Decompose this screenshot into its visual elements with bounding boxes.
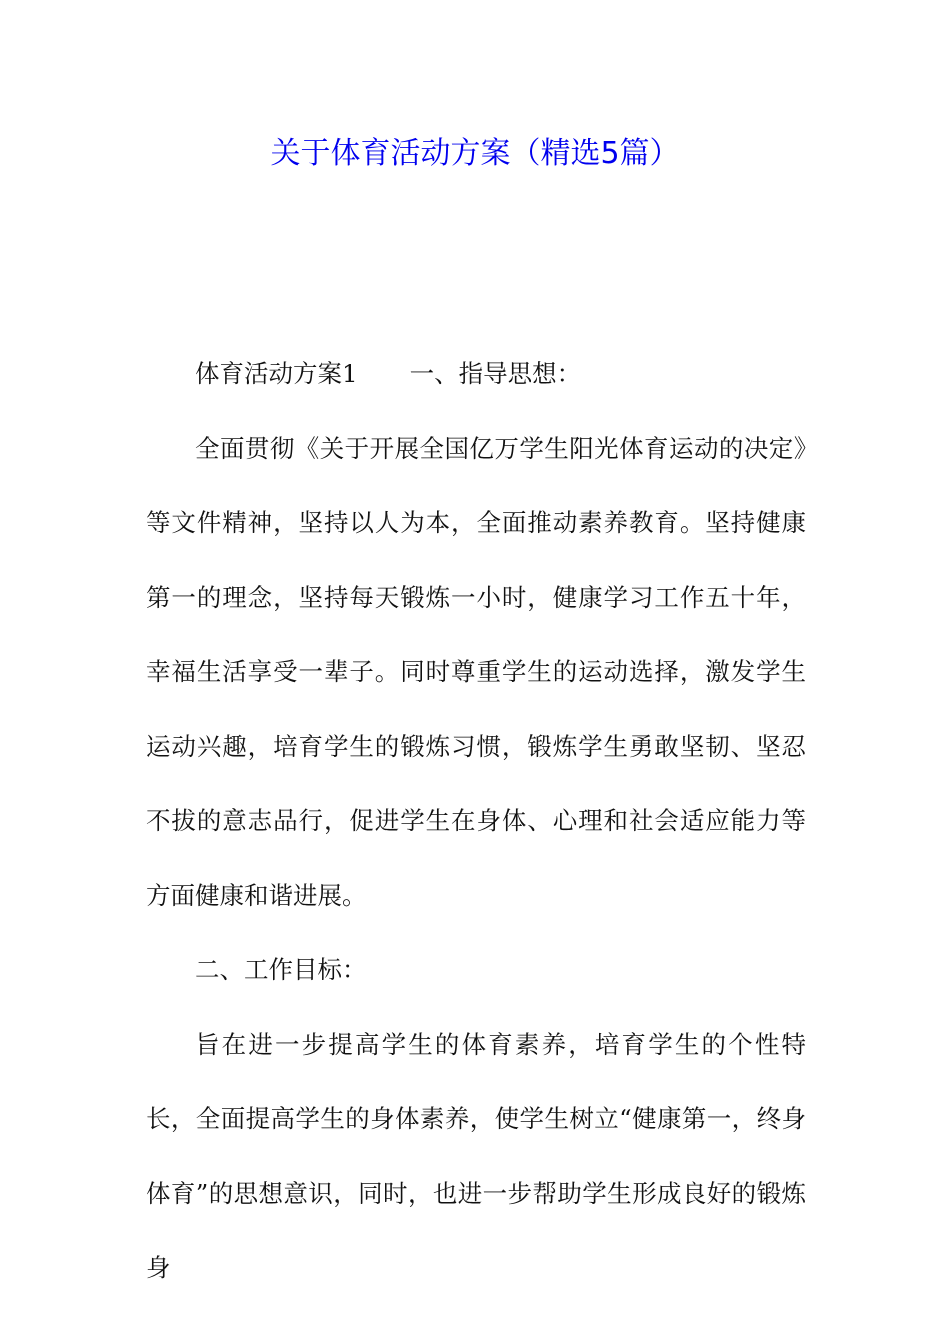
document-title: 关于体育活动方案（精选5篇） xyxy=(270,136,680,171)
subheading-guiding-ideology: 一、指导思想： xyxy=(409,359,582,388)
paragraph-guiding-ideology: 全面贯彻《关于开展全国亿万学生阳光体育运动的决定》等文件精神，坚持以人为本，全面推动素养教育。坚持健康第一的理念，坚持每天锻炼一小时，健康学习工作五十年，幸福生活享受一辈子。同时尊重学生的运动选择，激发学生运动兴趣，培育学生的锻炼习惯，锻炼学生勇敢坚韧、坚忍不拔的意志品行，促进学生在身体、心理和社会适应能力等方面健康和谐进展。 xyxy=(146,433,806,910)
paragraph-section-start xyxy=(146,337,806,412)
subheading-work-goals: 二、工作目标： xyxy=(195,955,367,984)
section-heading: 体育活动方案1 xyxy=(195,359,358,388)
document-body xyxy=(146,337,806,1306)
paragraph-work-goals: 旨在进一步提高学生的体育素养，培育学生的个性特长，全面提高学生的身体素养，使学生树立“健康第一，终身体育”的思想意识，同时，也进一步帮助学生形成良好的锻炼身 xyxy=(146,1029,806,1282)
